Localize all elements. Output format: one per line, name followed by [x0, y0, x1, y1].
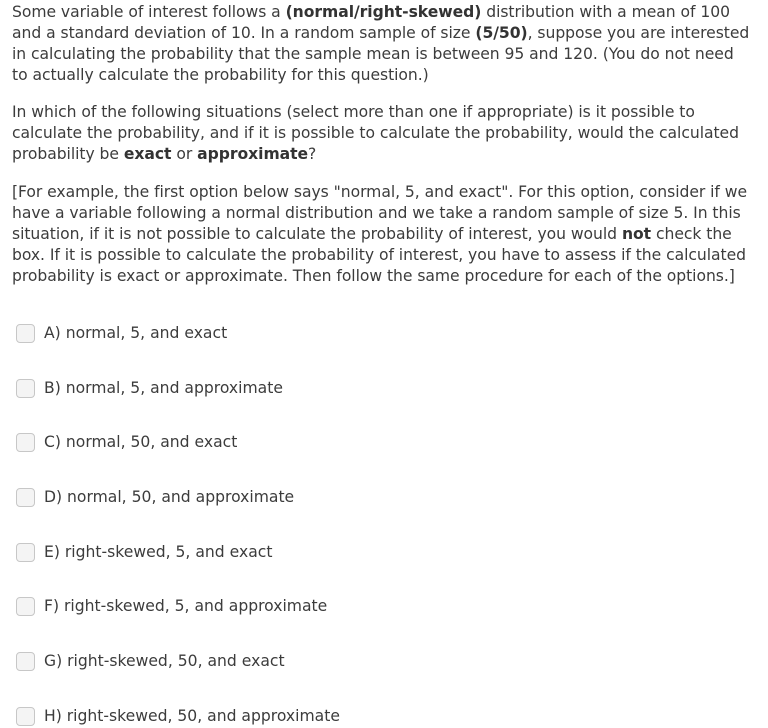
- option-label: C) normal, 50, and exact: [44, 433, 238, 451]
- option-g[interactable]: [16, 649, 285, 673]
- checkbox-a[interactable]: [16, 324, 35, 343]
- option-c[interactable]: [16, 430, 237, 454]
- text-span: distribution with a mean of 100 and a standard deviation of 10. In a random sample of size: [12, 3, 730, 42]
- text-span: ?: [308, 145, 317, 163]
- checkbox-f[interactable]: [16, 597, 35, 616]
- option-label: B) normal, 5, and approximate: [44, 379, 283, 397]
- option-b[interactable]: [16, 376, 283, 400]
- option-label: G) right-skewed, 50, and exact: [44, 652, 285, 670]
- text-span: [For example, the first option below says "normal, 5, and exact". For this option, consider if we have a variable following a normal distribution and we take a random sample of size 5. In this situation, if it is not possible to calculate the probability of interest, you would: [12, 183, 748, 243]
- checkbox-h[interactable]: [16, 707, 35, 726]
- bold-distribution: (normal/right-skewed): [285, 3, 482, 21]
- option-label: A) normal, 5, and exact: [44, 324, 228, 342]
- question-paragraph-1: [12, 2, 752, 86]
- text-span: In which of the following situations (select more than one if appropriate) is it possible to calculate the probability, and if it is possible to calculate the probability, would the calculated probability be: [12, 103, 739, 163]
- text-span: Some variable of interest follows a: [12, 3, 286, 21]
- option-label: E) right-skewed, 5, and exact: [44, 543, 273, 561]
- question-paragraph-2: [12, 102, 752, 165]
- option-e[interactable]: [16, 540, 272, 564]
- text-span: , suppose you are interested in calculating the probability that the sample mean is between 95 and 120. (You do not need to actually calculate the probability for this question.): [12, 24, 750, 84]
- bold-sample-size: (5/50): [475, 24, 528, 42]
- bold-exact: exact: [123, 145, 172, 163]
- option-a[interactable]: [16, 321, 227, 345]
- option-label: F) right-skewed, 5, and approximate: [44, 597, 328, 615]
- option-h[interactable]: [16, 704, 340, 728]
- text-span: or: [171, 145, 198, 163]
- checkbox-b[interactable]: [16, 379, 35, 398]
- option-label: H) right-skewed, 50, and approximate: [44, 707, 340, 725]
- checkbox-e[interactable]: [16, 543, 35, 562]
- option-label: D) normal, 50, and approximate: [44, 488, 295, 506]
- text-span: check the box. If it is possible to calculate the probability of interest, you have to assess if the calculated probability is exact or approximate. Then follow the same procedure for each of the options.]: [12, 225, 747, 285]
- checkbox-d[interactable]: [16, 488, 35, 507]
- question-paragraph-3: [12, 182, 752, 287]
- option-d[interactable]: [16, 485, 294, 509]
- bold-not: not: [621, 225, 652, 243]
- bold-approximate: approximate: [197, 145, 309, 163]
- checkbox-c[interactable]: [16, 433, 35, 452]
- checkbox-g[interactable]: [16, 652, 35, 671]
- option-f[interactable]: [16, 594, 327, 618]
